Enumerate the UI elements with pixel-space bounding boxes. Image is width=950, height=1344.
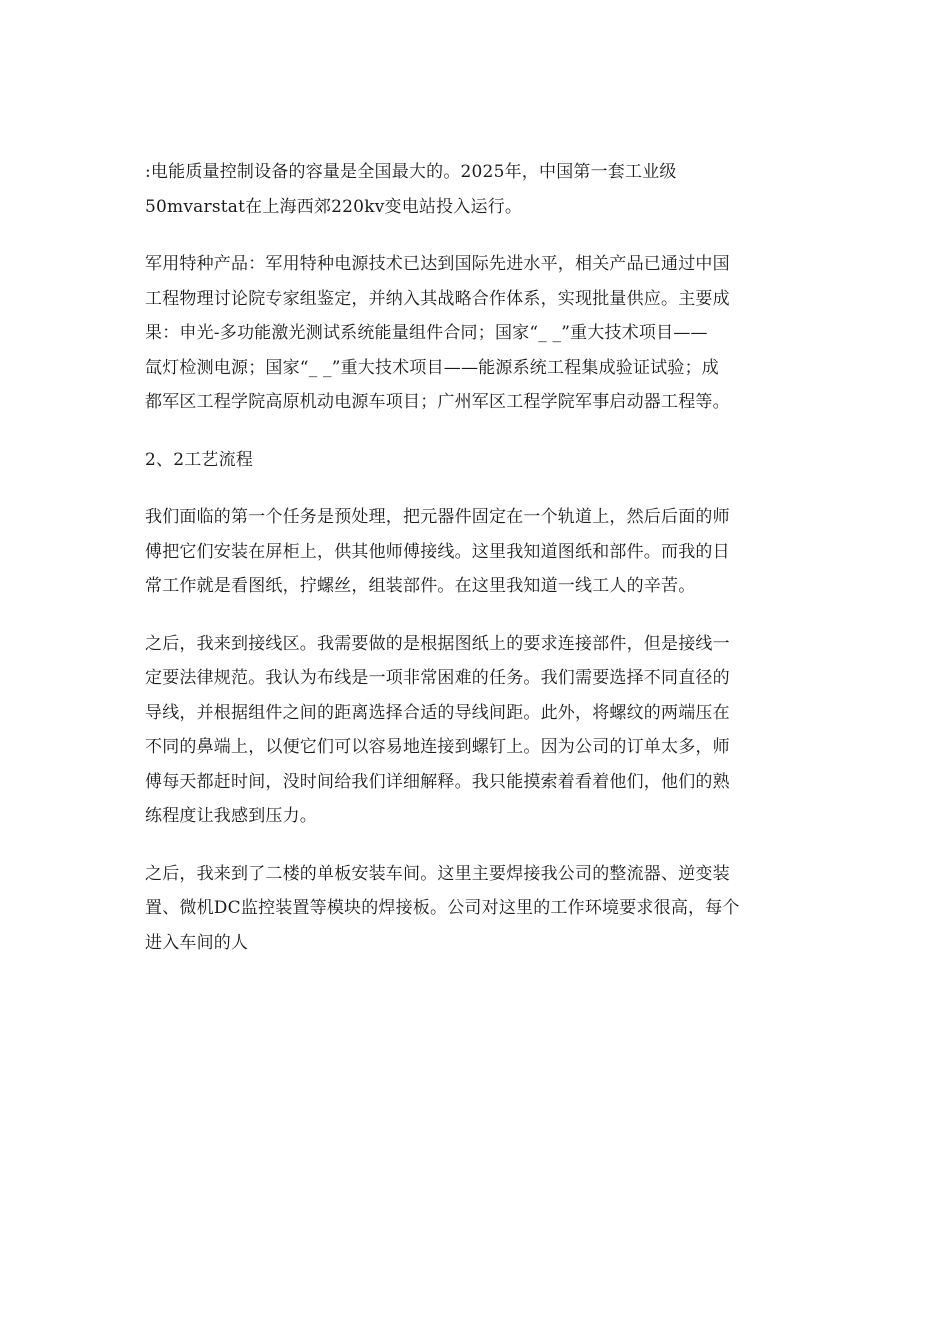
text-line: 定要法律规范。我认为布线是一项非常困难的任务。我们需要选择不同直径的 — [145, 668, 730, 688]
paragraph-preprocessing — [145, 500, 810, 604]
document-body — [145, 155, 810, 983]
paragraph-board-workshop — [145, 857, 810, 961]
text-line: 练程度让我感到压力。 — [145, 806, 317, 826]
text-line: 傅把它们安装在屏柜上，供其他师傅接线。这里我知道图纸和部件。而我的日 — [145, 541, 730, 562]
text-line: 常工作就是看图纸，拧螺丝，组装部件。在这里我知道一线工人的辛苦。 — [145, 576, 696, 596]
paragraph-power-quality — [145, 155, 810, 224]
text-line: 不同的鼻端上，以便它们可以容易地连接到螺钉上。因为公司的订单太多，师 — [145, 737, 730, 757]
text-line: 都军区工程学院高原机动电源车项目；广州军区工程学院军事启动器工程等。 — [145, 392, 730, 412]
text-line: 军用特种产品：军用特种电源技术已达到国际先进水平，相关产品已通过中国 — [145, 254, 730, 274]
text-line: 傅每天都赶时间，没时间给我们详细解释。我只能摸索着看着他们，他们的熟 — [145, 771, 730, 792]
section-heading-text: 2、2工艺流程 — [145, 449, 254, 470]
text-line: 我们面临的第一个任务是预处理，把元器件固定在一个轨道上，然后后面的师 — [145, 507, 730, 527]
text-line: 进入车间的人 — [145, 932, 249, 953]
text-line: 氙灯检测电源；国家“_ _”重大技术项目——能源系统工程集成验证试验；成 — [145, 357, 719, 378]
text-line: 置、微机DC监控装置等模块的焊接板。公司对这里的工作环境要求很高，每个 — [145, 898, 740, 918]
text-line: 之后，我来到接线区。我需要做的是根据图纸上的要求连接部件，但是接线一 — [145, 633, 730, 654]
section-heading — [145, 443, 810, 478]
text-line: 50mvarstat在上海西郊220kv变电站投入运行。 — [145, 196, 523, 217]
paragraph-military-products — [145, 247, 810, 420]
text-line: 果：申光-多功能激光测试系统能量组件合同；国家“_ _”重大技术项目—— — [145, 323, 708, 343]
paragraph-wiring-area — [145, 627, 810, 834]
text-line: 之后，我来到了二楼的单板安装车间。这里主要焊接我公司的整流器、逆变装 — [145, 863, 730, 884]
text-line: 工程物理讨论院专家组鉴定，并纳入其战略合作体系，实现批量供应。主要成 — [145, 288, 730, 309]
text-line: 导线，并根据组件之间的距离选择合适的导线间距。此外，将螺纹的两端压在 — [145, 702, 730, 723]
text-line: :电能质量控制设备的容量是全国最大的。2025年，中国第一套工业级 — [145, 162, 677, 182]
